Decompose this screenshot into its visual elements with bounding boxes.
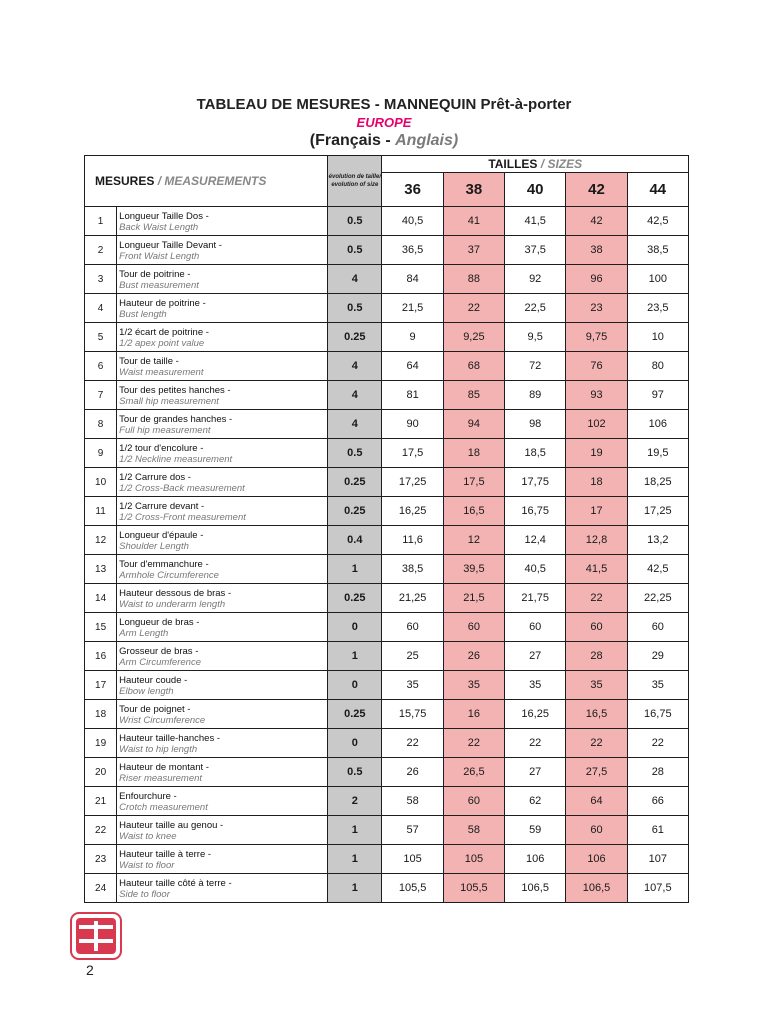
measurement-label xyxy=(117,352,328,381)
size-value-44: 107,5 xyxy=(627,874,688,903)
row-number: 15 xyxy=(85,613,117,642)
table-row xyxy=(85,497,689,526)
measurement-label xyxy=(117,526,328,555)
table-row xyxy=(85,236,689,265)
size-value-42: 96 xyxy=(566,265,627,294)
evolution-value: 0.5 xyxy=(328,439,382,468)
size-value-44: 61 xyxy=(627,816,688,845)
size-value-38: 58 xyxy=(443,816,504,845)
measurement-label xyxy=(117,439,328,468)
measurement-label xyxy=(117,555,328,584)
table-row xyxy=(85,816,689,845)
size-value-40: 106,5 xyxy=(505,874,566,903)
measurement-label xyxy=(117,584,328,613)
size-value-38: 105,5 xyxy=(443,874,504,903)
table-row xyxy=(85,613,689,642)
measurement-label xyxy=(117,323,328,352)
evolution-value: 1 xyxy=(328,642,382,671)
measurement-name-en: Arm Length xyxy=(119,627,169,639)
row-number: 9 xyxy=(85,439,117,468)
size-value-40: 22,5 xyxy=(505,294,566,323)
size-header-44: 44 xyxy=(627,173,688,207)
evolution-value: 4 xyxy=(328,352,382,381)
sizes-header-fr: TAILLES xyxy=(488,157,538,171)
measurement-name-fr: Tour de poignet - xyxy=(119,703,191,715)
measurement-label xyxy=(117,207,328,236)
size-value-36: 40,5 xyxy=(382,207,443,236)
row-number: 24 xyxy=(85,874,117,903)
brand-logo-svg xyxy=(70,912,122,960)
size-value-38: 94 xyxy=(443,410,504,439)
size-value-38: 105 xyxy=(443,845,504,874)
evolution-value: 0.25 xyxy=(328,584,382,613)
measurement-name-en: 1/2 apex point value xyxy=(119,337,205,349)
measurement-label xyxy=(117,497,328,526)
size-value-40: 72 xyxy=(505,352,566,381)
measurement-name-en: Small hip measurement xyxy=(119,395,219,407)
sizes-header xyxy=(382,156,689,173)
evolution-value: 0.5 xyxy=(328,294,382,323)
measurement-name-fr: 1/2 Carrure devant - xyxy=(119,500,205,512)
evolution-value: 2 xyxy=(328,787,382,816)
size-value-36: 17,5 xyxy=(382,439,443,468)
measurement-name-fr: Hauteur taille au genou - xyxy=(119,819,224,831)
row-number: 2 xyxy=(85,236,117,265)
table-row xyxy=(85,584,689,613)
size-value-42: 22 xyxy=(566,584,627,613)
size-value-40: 9,5 xyxy=(505,323,566,352)
size-value-38: 85 xyxy=(443,381,504,410)
size-value-38: 9,25 xyxy=(443,323,504,352)
sizes-header-en: / SIZES xyxy=(540,157,583,171)
size-value-36: 25 xyxy=(382,642,443,671)
size-value-44: 28 xyxy=(627,758,688,787)
size-value-42: 64 xyxy=(566,787,627,816)
language-en: Anglais) xyxy=(395,132,459,149)
size-value-36: 21,25 xyxy=(382,584,443,613)
size-value-38: 12 xyxy=(443,526,504,555)
size-value-42: 9,75 xyxy=(566,323,627,352)
size-value-38: 88 xyxy=(443,265,504,294)
table-row xyxy=(85,381,689,410)
table-row xyxy=(85,323,689,352)
table-row xyxy=(85,410,689,439)
row-number: 14 xyxy=(85,584,117,613)
row-number: 5 xyxy=(85,323,117,352)
measurement-name-fr: Hauteur coude - xyxy=(119,674,188,686)
size-value-38: 16,5 xyxy=(443,497,504,526)
page-title: TABLEAU DE MESURES - MANNEQUIN Prêt-à-porter xyxy=(196,96,572,113)
row-number: 7 xyxy=(85,381,117,410)
measurement-name-en: Shoulder Length xyxy=(119,540,189,552)
size-value-36: 16,25 xyxy=(382,497,443,526)
measurement-name-fr: Tour des petites hanches - xyxy=(119,384,231,396)
size-value-42: 93 xyxy=(566,381,627,410)
evolution-value: 0.5 xyxy=(328,207,382,236)
size-value-44: 10 xyxy=(627,323,688,352)
measurement-name-fr: Hauteur dessous de bras - xyxy=(119,587,232,599)
measurement-rows xyxy=(85,207,689,903)
size-value-38: 60 xyxy=(443,787,504,816)
size-value-40: 27 xyxy=(505,642,566,671)
table-row xyxy=(85,555,689,584)
evolution-value: 1 xyxy=(328,555,382,584)
row-number: 6 xyxy=(85,352,117,381)
size-value-40: 89 xyxy=(505,381,566,410)
size-value-38: 41 xyxy=(443,207,504,236)
row-number: 8 xyxy=(85,410,117,439)
measurement-name-fr: Tour de grandes hanches - xyxy=(119,413,233,425)
table-row xyxy=(85,439,689,468)
language-line xyxy=(0,132,768,150)
size-value-40: 27 xyxy=(505,758,566,787)
table-row xyxy=(85,468,689,497)
measurement-name-en: Elbow length xyxy=(119,685,174,697)
table-row xyxy=(85,787,689,816)
table-row xyxy=(85,526,689,555)
measurement-name-en: Waist measurement xyxy=(119,366,204,378)
measurement-name-fr: Hauteur de montant - xyxy=(119,761,209,773)
measurement-name-en: Waist to knee xyxy=(119,830,177,842)
size-value-42: 38 xyxy=(566,236,627,265)
table-row xyxy=(85,758,689,787)
size-value-42: 60 xyxy=(566,613,627,642)
measurement-name-en: Armhole Circumference xyxy=(119,569,219,581)
row-number: 19 xyxy=(85,729,117,758)
size-value-36: 57 xyxy=(382,816,443,845)
measurements-header xyxy=(85,156,328,207)
measurement-label xyxy=(117,874,328,903)
measurement-name-fr: 1/2 tour d'encolure - xyxy=(119,442,204,454)
measurement-name-fr: Tour de taille - xyxy=(119,355,179,367)
measurement-name-en: Front Waist Length xyxy=(119,250,200,262)
row-number: 18 xyxy=(85,700,117,729)
size-value-36: 22 xyxy=(382,729,443,758)
evolution-value: 0 xyxy=(328,613,382,642)
size-value-44: 19,5 xyxy=(627,439,688,468)
language-fr: (Français - xyxy=(309,132,396,149)
size-value-38: 22 xyxy=(443,294,504,323)
row-number: 10 xyxy=(85,468,117,497)
size-value-36: 9 xyxy=(382,323,443,352)
measurements-header-en: / MEASUREMENTS xyxy=(157,174,267,188)
size-value-42: 35 xyxy=(566,671,627,700)
evolution-value: 0 xyxy=(328,671,382,700)
measurement-name-en: Bust measurement xyxy=(119,279,199,291)
measurement-name-fr: Tour de poitrine - xyxy=(119,268,191,280)
measurement-label xyxy=(117,236,328,265)
measurement-name-fr: Longueur de bras - xyxy=(119,616,200,628)
size-value-38: 68 xyxy=(443,352,504,381)
measurement-label xyxy=(117,700,328,729)
measurement-name-en: Waist to hip length xyxy=(119,743,198,755)
measurement-name-en: Side to floor xyxy=(119,888,170,900)
evolution-value: 4 xyxy=(328,410,382,439)
evolution-value: 1 xyxy=(328,816,382,845)
row-number: 17 xyxy=(85,671,117,700)
size-value-40: 12,4 xyxy=(505,526,566,555)
size-value-44: 42,5 xyxy=(627,555,688,584)
size-value-44: 17,25 xyxy=(627,497,688,526)
size-value-42: 42 xyxy=(566,207,627,236)
size-value-40: 59 xyxy=(505,816,566,845)
table-row xyxy=(85,642,689,671)
size-value-40: 37,5 xyxy=(505,236,566,265)
size-value-36: 60 xyxy=(382,613,443,642)
measurement-name-fr: Longueur Taille Devant - xyxy=(119,239,222,251)
measurement-name-fr: Hauteur taille à terre - xyxy=(119,848,212,860)
size-value-40: 41,5 xyxy=(505,207,566,236)
measurement-label xyxy=(117,642,328,671)
measurement-name-en: Waist to floor xyxy=(119,859,175,871)
size-value-36: 21,5 xyxy=(382,294,443,323)
size-value-40: 98 xyxy=(505,410,566,439)
size-value-44: 35 xyxy=(627,671,688,700)
size-value-40: 22 xyxy=(505,729,566,758)
measurement-name-en: Crotch measurement xyxy=(119,801,208,813)
size-value-40: 18,5 xyxy=(505,439,566,468)
size-value-38: 26,5 xyxy=(443,758,504,787)
size-value-44: 42,5 xyxy=(627,207,688,236)
table-row xyxy=(85,294,689,323)
size-header-40: 40 xyxy=(505,173,566,207)
size-value-36: 17,25 xyxy=(382,468,443,497)
measurement-label xyxy=(117,381,328,410)
table-row xyxy=(85,874,689,903)
table-row xyxy=(85,352,689,381)
size-value-44: 100 xyxy=(627,265,688,294)
size-value-42: 19 xyxy=(566,439,627,468)
size-value-44: 107 xyxy=(627,845,688,874)
measurement-name-fr: Hauteur taille côté à terre - xyxy=(119,877,232,889)
measurement-name-en: 1/2 Cross-Front measurement xyxy=(119,511,246,523)
row-number: 4 xyxy=(85,294,117,323)
size-value-36: 11,6 xyxy=(382,526,443,555)
size-value-36: 58 xyxy=(382,787,443,816)
page-number: 2 xyxy=(86,962,94,978)
size-value-38: 21,5 xyxy=(443,584,504,613)
measurement-label xyxy=(117,787,328,816)
measurement-label xyxy=(117,845,328,874)
size-value-40: 106 xyxy=(505,845,566,874)
row-number: 16 xyxy=(85,642,117,671)
evolution-value: 1 xyxy=(328,874,382,903)
evolution-value: 1 xyxy=(328,845,382,874)
table-row xyxy=(85,700,689,729)
measurement-name-en: Waist to underarm length xyxy=(119,598,226,610)
row-number: 13 xyxy=(85,555,117,584)
size-value-44: 22 xyxy=(627,729,688,758)
size-value-40: 21,75 xyxy=(505,584,566,613)
row-number: 23 xyxy=(85,845,117,874)
measurement-label xyxy=(117,294,328,323)
evolution-value: 0.25 xyxy=(328,468,382,497)
measurement-name-fr: Enfourchure - xyxy=(119,790,177,802)
table-row xyxy=(85,265,689,294)
evolution-value: 0 xyxy=(328,729,382,758)
evolution-value: 0.5 xyxy=(328,236,382,265)
size-value-44: 80 xyxy=(627,352,688,381)
measurement-name-fr: Longueur Taille Dos - xyxy=(119,210,209,222)
measurement-label xyxy=(117,671,328,700)
table-row xyxy=(85,671,689,700)
measurement-name-en: Riser measurement xyxy=(119,772,203,784)
measurement-name-en: Full hip measurement xyxy=(119,424,211,436)
size-value-38: 18 xyxy=(443,439,504,468)
size-value-36: 84 xyxy=(382,265,443,294)
measurement-label xyxy=(117,410,328,439)
table-row xyxy=(85,207,689,236)
evolution-value: 0.25 xyxy=(328,700,382,729)
size-value-40: 35 xyxy=(505,671,566,700)
size-value-36: 26 xyxy=(382,758,443,787)
table-row xyxy=(85,729,689,758)
size-value-42: 28 xyxy=(566,642,627,671)
size-value-42: 17 xyxy=(566,497,627,526)
size-value-36: 15,75 xyxy=(382,700,443,729)
evolution-value: 4 xyxy=(328,265,382,294)
size-value-42: 41,5 xyxy=(566,555,627,584)
size-value-40: 60 xyxy=(505,613,566,642)
measurement-name-fr: 1/2 écart de poitrine - xyxy=(119,326,209,338)
size-header-42: 42 xyxy=(566,173,627,207)
size-value-36: 105 xyxy=(382,845,443,874)
size-value-40: 16,25 xyxy=(505,700,566,729)
size-value-44: 66 xyxy=(627,787,688,816)
measurement-name-en: 1/2 Cross-Back measurement xyxy=(119,482,245,494)
size-value-36: 35 xyxy=(382,671,443,700)
evolution-value: 0.4 xyxy=(328,526,382,555)
size-value-42: 18 xyxy=(566,468,627,497)
size-value-44: 97 xyxy=(627,381,688,410)
size-value-36: 105,5 xyxy=(382,874,443,903)
size-value-42: 23 xyxy=(566,294,627,323)
size-value-40: 40,5 xyxy=(505,555,566,584)
measurement-label xyxy=(117,758,328,787)
measurement-label xyxy=(117,468,328,497)
measurement-name-fr: Hauteur taille-hanches - xyxy=(119,732,221,744)
size-value-44: 18,25 xyxy=(627,468,688,497)
size-value-38: 22 xyxy=(443,729,504,758)
measurement-name-fr: Longueur d'épaule - xyxy=(119,529,204,541)
size-header-38: 38 xyxy=(443,173,504,207)
brand-logo-icon xyxy=(70,912,122,960)
measurement-name-en: Bust length xyxy=(119,308,167,320)
size-value-40: 92 xyxy=(505,265,566,294)
row-number: 22 xyxy=(85,816,117,845)
size-value-36: 38,5 xyxy=(382,555,443,584)
size-value-40: 16,75 xyxy=(505,497,566,526)
row-number: 11 xyxy=(85,497,117,526)
measurement-label xyxy=(117,613,328,642)
size-value-42: 22 xyxy=(566,729,627,758)
measurement-name-fr: Tour d'emmanchure - xyxy=(119,558,209,570)
size-value-42: 76 xyxy=(566,352,627,381)
measurement-table xyxy=(84,155,689,903)
size-value-44: 38,5 xyxy=(627,236,688,265)
evolution-value: 4 xyxy=(328,381,382,410)
row-number: 20 xyxy=(85,758,117,787)
size-value-38: 17,5 xyxy=(443,468,504,497)
row-number: 21 xyxy=(85,787,117,816)
measurements-header-fr: MESURES xyxy=(95,174,155,188)
row-number: 1 xyxy=(85,207,117,236)
measurement-name-fr: Grosseur de bras - xyxy=(119,645,199,657)
evolution-value: 0.5 xyxy=(328,758,382,787)
size-value-38: 26 xyxy=(443,642,504,671)
evolution-value: 0.25 xyxy=(328,323,382,352)
size-value-44: 22,25 xyxy=(627,584,688,613)
size-value-38: 60 xyxy=(443,613,504,642)
measurement-name-en: Back Waist Length xyxy=(119,221,199,233)
measurement-label xyxy=(117,265,328,294)
size-value-44: 60 xyxy=(627,613,688,642)
size-header-36: 36 xyxy=(382,173,443,207)
table-row xyxy=(85,845,689,874)
measurement-name-fr: Hauteur de poitrine - xyxy=(119,297,206,309)
measurement-name-en: Arm Circumference xyxy=(119,656,201,668)
size-value-44: 23,5 xyxy=(627,294,688,323)
size-value-40: 17,75 xyxy=(505,468,566,497)
size-value-38: 37 xyxy=(443,236,504,265)
size-value-36: 64 xyxy=(382,352,443,381)
row-number: 12 xyxy=(85,526,117,555)
size-value-44: 29 xyxy=(627,642,688,671)
size-value-44: 13,2 xyxy=(627,526,688,555)
size-value-36: 36,5 xyxy=(382,236,443,265)
size-value-42: 102 xyxy=(566,410,627,439)
size-value-38: 35 xyxy=(443,671,504,700)
measurement-label xyxy=(117,816,328,845)
measurement-label xyxy=(117,729,328,758)
size-value-36: 90 xyxy=(382,410,443,439)
measurement-name-en: Wrist Circumference xyxy=(119,714,206,726)
size-value-42: 106,5 xyxy=(566,874,627,903)
row-number: 3 xyxy=(85,265,117,294)
size-value-42: 16,5 xyxy=(566,700,627,729)
size-value-42: 60 xyxy=(566,816,627,845)
size-value-44: 16,75 xyxy=(627,700,688,729)
size-value-42: 106 xyxy=(566,845,627,874)
size-value-38: 16 xyxy=(443,700,504,729)
size-value-44: 106 xyxy=(627,410,688,439)
size-value-38: 39,5 xyxy=(443,555,504,584)
region-subtitle: EUROPE xyxy=(356,115,412,130)
size-value-36: 81 xyxy=(382,381,443,410)
measurement-name-fr: 1/2 Carrure dos - xyxy=(119,471,191,483)
size-value-40: 62 xyxy=(505,787,566,816)
evolution-value: 0.25 xyxy=(328,497,382,526)
evolution-header: évolution de taille/ evolution of size xyxy=(328,156,382,207)
measurement-name-en: 1/2 Neckline measurement xyxy=(119,453,233,465)
size-value-42: 12,8 xyxy=(566,526,627,555)
size-value-42: 27,5 xyxy=(566,758,627,787)
